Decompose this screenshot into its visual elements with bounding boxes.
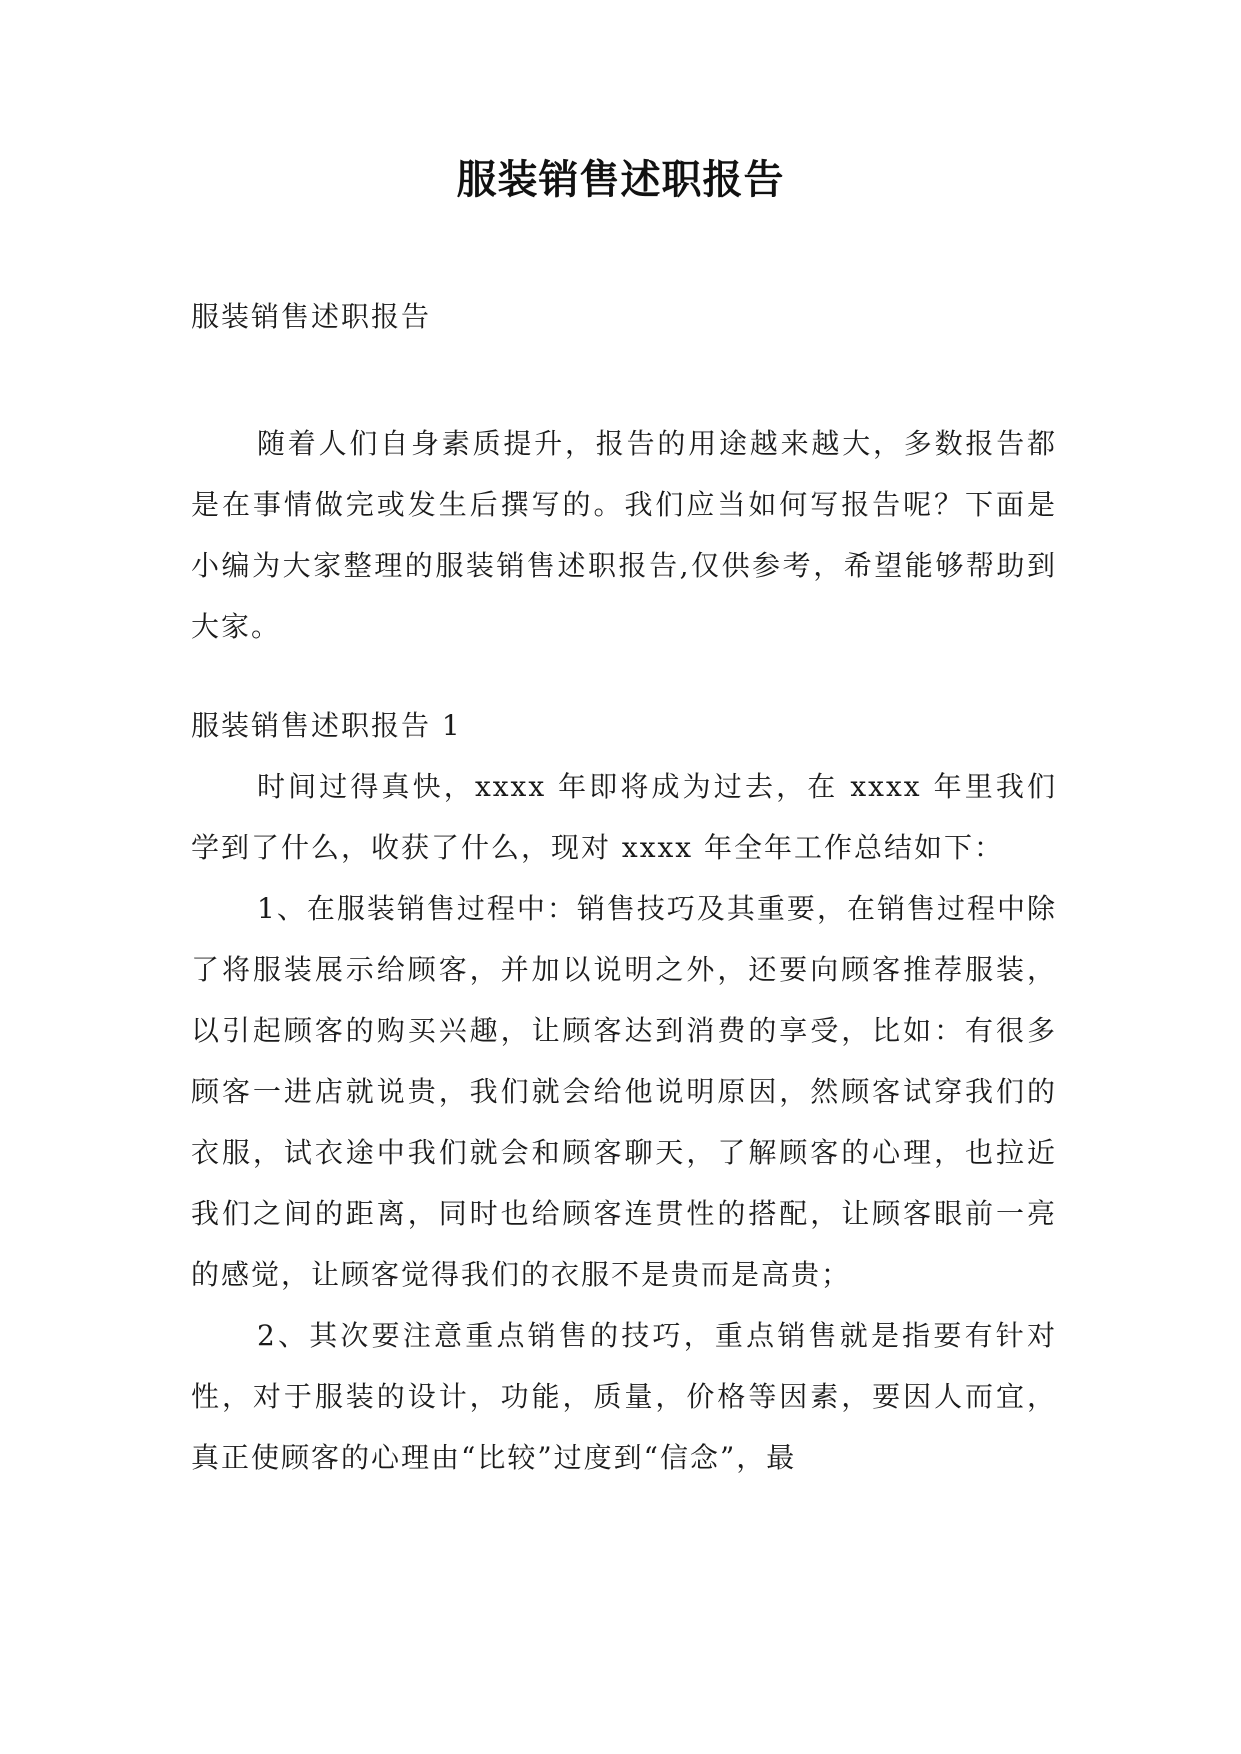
paragraph-point-2: 2、其次要注意重点销售的技巧，重点销售就是指要有针对性，对于服装的设计，功能，质量，价格等因素，要因人而宜，真正使顾客的心理由“比较”过度到“信念”，最: [191, 1319, 1057, 1474]
paragraph-point-1: 1、在服装销售过程中：销售技巧及其重要，在销售过程中除了将服装展示给顾客，并加以说明之外，还要向顾客推荐服装，以引起顾客的购买兴趣，让顾客达到消费的享受，比如：有很多顾客一进店就说贵，我们就会给他说明原因，然顾客试穿我们的衣服，试衣途中我们就会和顾客聊天，了解顾客的心理，也拉近我们之间的距离，同时也给顾客连贯性的搭配，让顾客眼前一亮的感觉，让顾客觉得我们的衣服不是贵而是高贵；: [191, 892, 1057, 1291]
intro-paragraph: 随着人们自身素质提升，报告的用途越来越大，多数报告都是在事情做完或发生后撰写的。我们应当如何写报告呢？下面是小编为大家整理的服装销售述职报告,仅供参考，希望能够帮助到大家。: [191, 427, 1057, 643]
paragraph-summary-intro: 时间过得真快，xxxx 年即将成为过去，在 xxxx 年里我们学到了什么，收获了什么，现对 xxxx 年全年工作总结如下：: [191, 770, 1057, 864]
document-title: 服装销售述职报告: [456, 157, 785, 203]
section-body: [191, 756, 1057, 1488]
section-heading: 服装销售述职报告 1: [191, 709, 462, 742]
document-subtitle: 服装销售述职报告: [191, 300, 432, 333]
